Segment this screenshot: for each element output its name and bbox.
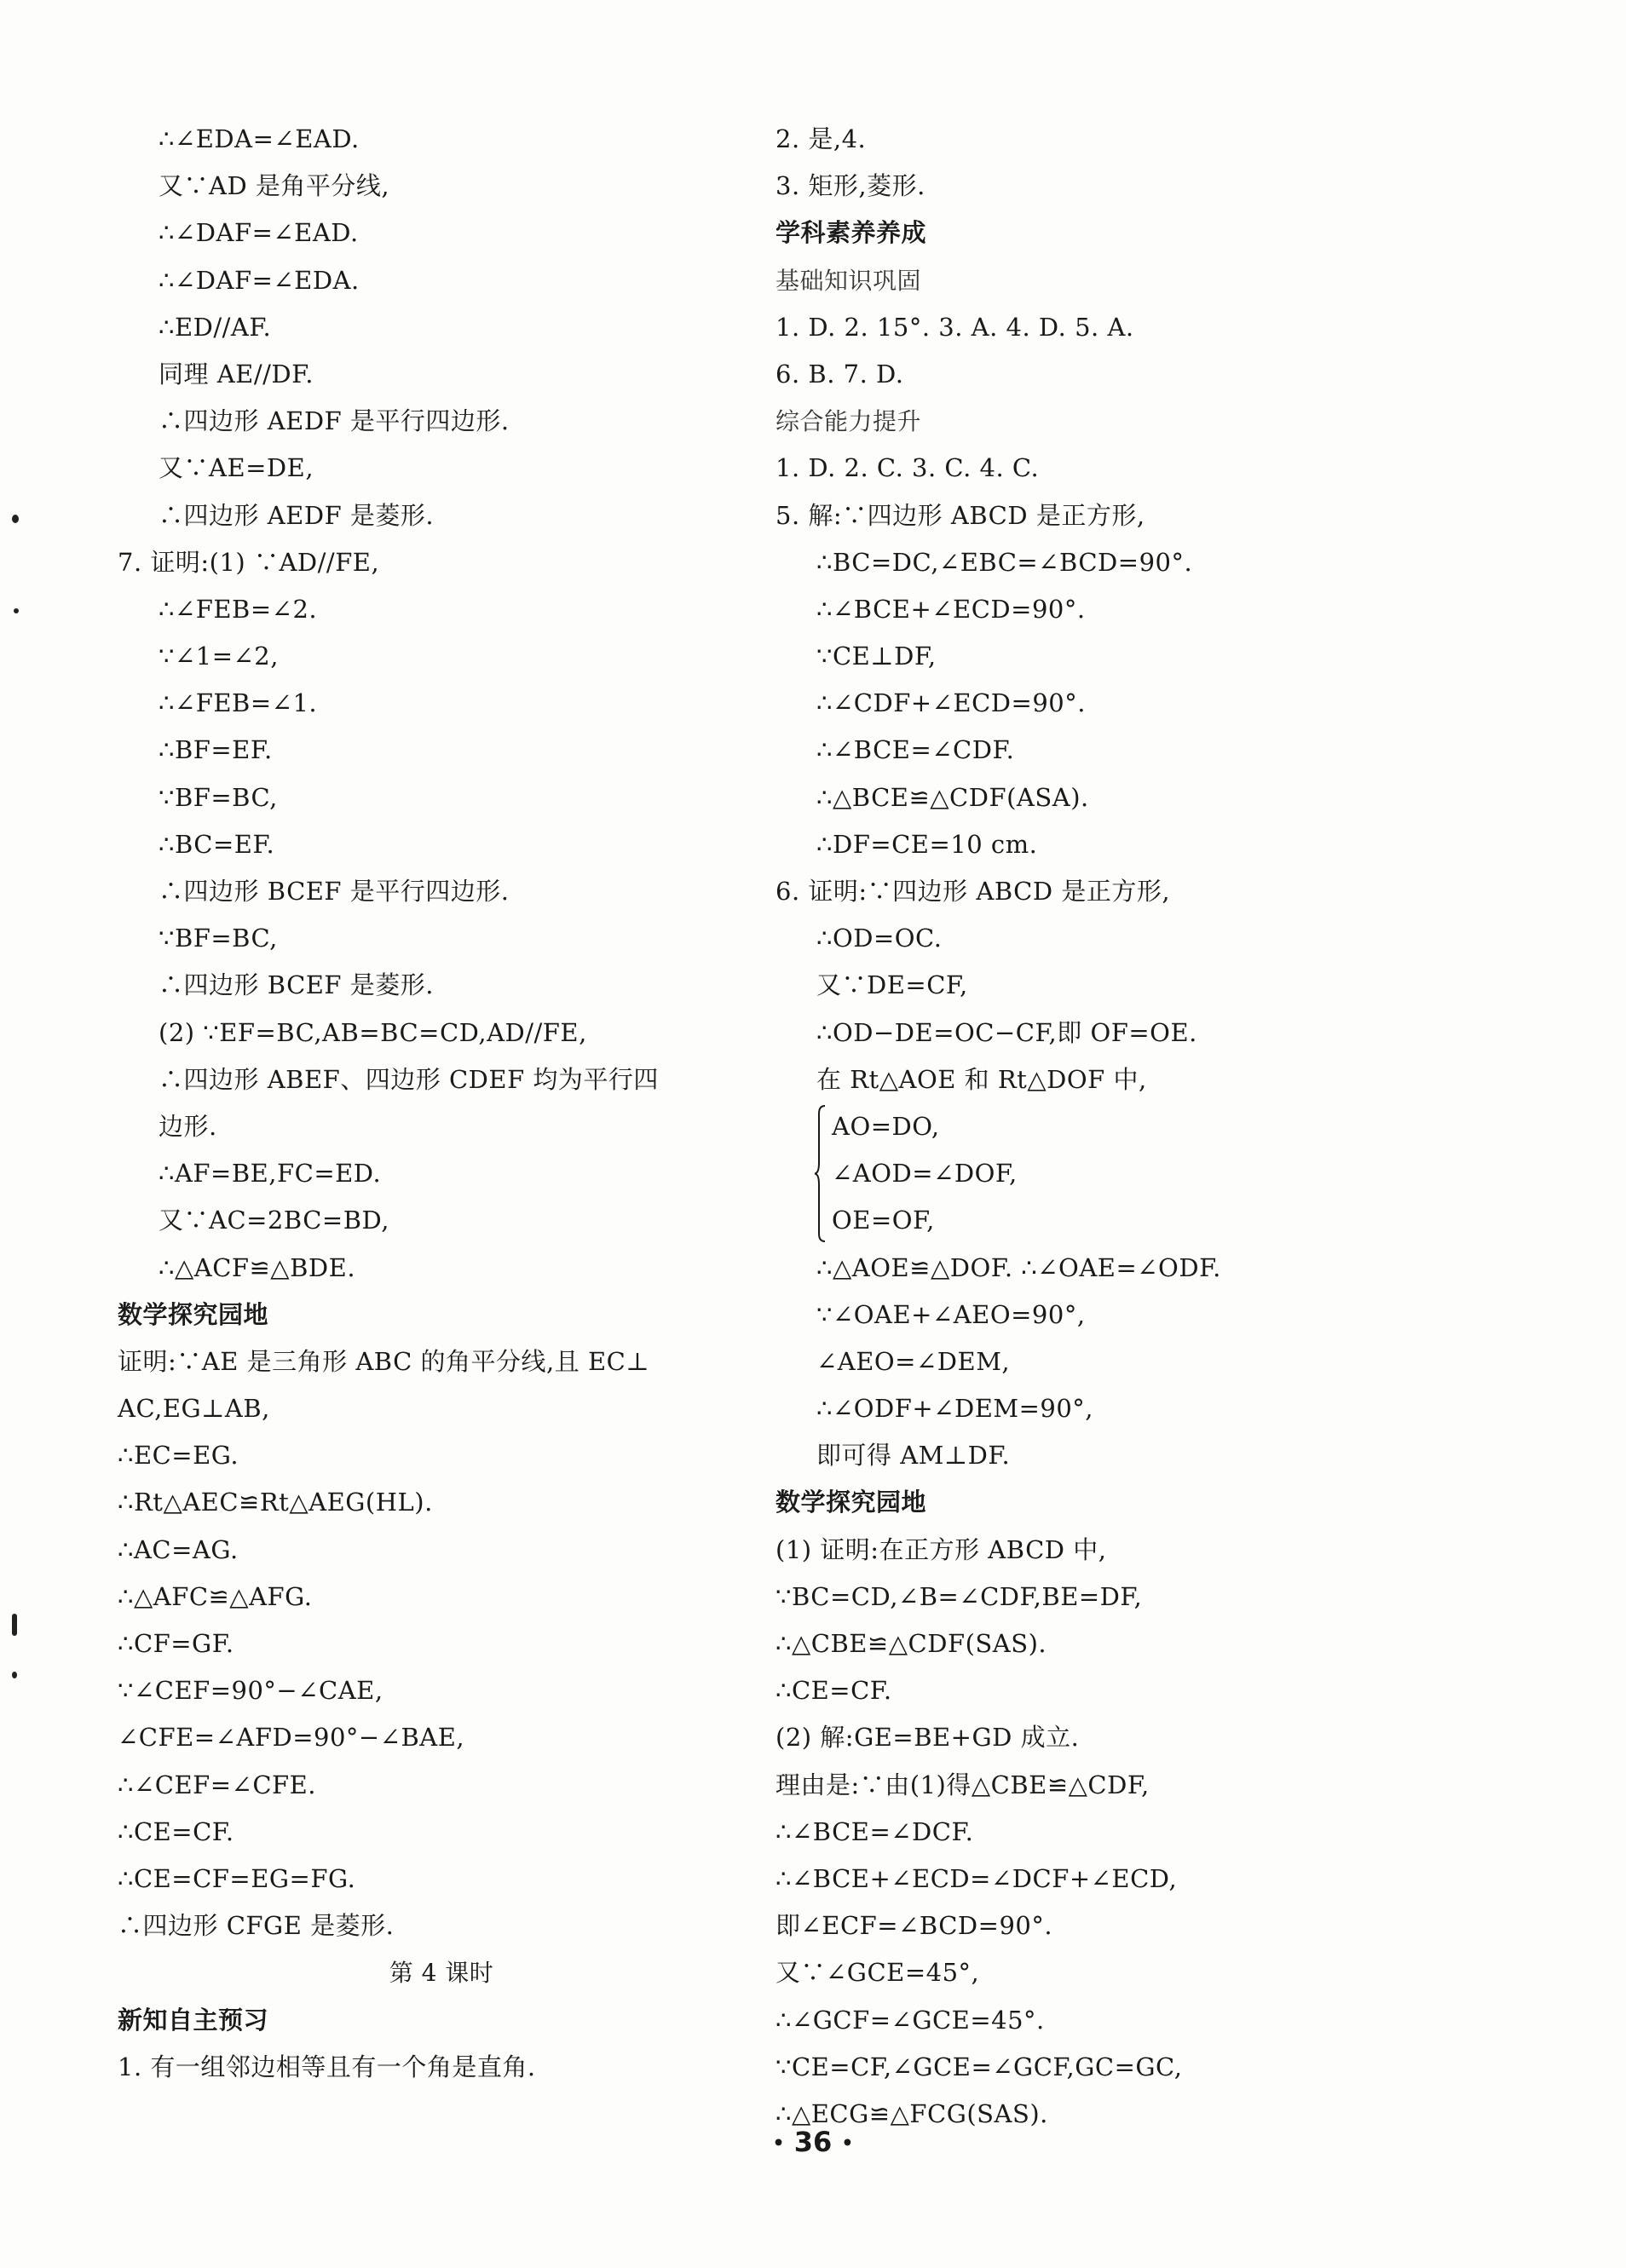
- text-line: 5. 解:∵四边形 ABCD 是正方形,: [776, 500, 1145, 530]
- text-line: 7. 证明:(1) ∵AD//FE,: [118, 547, 380, 577]
- text-line: ∴CE=CF.: [776, 1676, 892, 1706]
- text-line: ∴OD=OC.: [816, 924, 943, 953]
- text-line: (1) 证明:在正方形 ABCD 中,: [776, 1534, 1107, 1564]
- text-line: ∴BC=DC,∠EBC=∠BCD=90°.: [816, 547, 1193, 577]
- binding-dot: [12, 515, 19, 523]
- text-line: ∴∠GCF=∠GCE=45°.: [776, 2005, 1045, 2035]
- section-heading: 数学探究园地: [118, 1299, 269, 1329]
- text-line: ∴CE=CF.: [118, 1816, 234, 1846]
- text-line: ∴四边形 ABEF、四边形 CDEF 均为平行四: [159, 1064, 659, 1094]
- binding-dot: [12, 1614, 17, 1636]
- text-line: ∴四边形 AEDF 是菱形.: [159, 500, 435, 530]
- text-line: 又∵AE=DE,: [159, 453, 314, 483]
- equation-system: [776, 1103, 1423, 1245]
- text-line: 6. 证明:∵四边形 ABCD 是正方形,: [776, 877, 1171, 906]
- text-line: AC,EG⊥AB,: [118, 1394, 270, 1424]
- text-line: 证明:∵AE 是三角形 ABC 的角平分线,且 EC⊥: [118, 1346, 650, 1376]
- equation-system-lines: [776, 1103, 1423, 1245]
- text-line: 即可得 AM⊥DF.: [816, 1441, 1011, 1471]
- text-line: 2. 是,4.: [776, 124, 867, 153]
- text-line: ∴Rt△AEC≌Rt△AEG(HL).: [118, 1488, 433, 1517]
- left-column: [118, 116, 765, 2091]
- right-column: [776, 116, 1423, 2138]
- equation-line: ∠AOD=∠DOF,: [832, 1159, 1018, 1189]
- text-line: ∴EC=EG.: [118, 1441, 239, 1471]
- text-line: ∵BF=BC,: [159, 782, 278, 812]
- text-line: ∴∠CEF=∠CFE.: [118, 1770, 317, 1799]
- text-line: ∴∠BCE+∠ECD=∠DCF+∠ECD,: [776, 1863, 1178, 1893]
- text-line: ∴∠BCE=∠CDF.: [816, 735, 1015, 765]
- text-line: ∴BC=EF.: [159, 829, 275, 859]
- page-number-text: 36: [793, 2126, 833, 2158]
- text-line: 3. 矩形,菱形.: [776, 171, 925, 201]
- text-line: ∴BF=EF.: [159, 735, 273, 765]
- equation-line: OE=OF,: [832, 1206, 935, 1235]
- bullet-dot-icon: •: [772, 2133, 785, 2155]
- text-line: ∴OD−DE=OC−CF,即 OF=OE.: [816, 1017, 1197, 1047]
- text-line: 又∵∠GCE=45°,: [776, 1958, 980, 1988]
- text-line: ∴∠EDA=∠EAD.: [159, 124, 360, 153]
- text-line: ∴∠FEB=∠2.: [159, 594, 318, 624]
- section-heading: 学科素养养成: [776, 218, 927, 248]
- binding-dot: [14, 608, 19, 613]
- text-line: 在 Rt△AOE 和 Rt△DOF 中,: [816, 1064, 1147, 1094]
- text-line: ∴∠DAF=∠EAD.: [159, 218, 359, 248]
- subsection-heading: 综合能力提升: [776, 407, 922, 436]
- text-line: ∴∠CDF+∠ECD=90°.: [816, 688, 1086, 718]
- text-line: ∵BF=BC,: [159, 924, 278, 953]
- text-line: ∴△ECG≌△FCG(SAS).: [776, 2098, 1048, 2128]
- text-line: 1. 有一组邻边相等且有一个角是直角.: [118, 2052, 536, 2081]
- text-line: 又∵AC=2BC=BD,: [159, 1206, 389, 1235]
- text-line: ∵∠CEF=90°−∠CAE,: [118, 1676, 383, 1706]
- page-number: [0, 2126, 1626, 2158]
- text-line: 6. B. 7. D.: [776, 359, 904, 389]
- text-line: ∴四边形 BCEF 是平行四边形.: [159, 877, 510, 906]
- text-line: ∴∠FEB=∠1.: [159, 688, 318, 718]
- section-heading: 新知自主预习: [118, 2005, 269, 2035]
- text-line: 同理 AE//DF.: [159, 359, 314, 389]
- text-line: ∴四边形 AEDF 是平行四边形.: [159, 406, 510, 436]
- text-line: 理由是:∵由(1)得△CBE≌△CDF,: [776, 1770, 1150, 1799]
- text-line: ∴∠DAF=∠EDA.: [159, 265, 360, 295]
- text-line: 又∵AD 是角平分线,: [159, 171, 390, 201]
- text-line: ∴CE=CF=EG=FG.: [118, 1863, 356, 1893]
- left-brace-icon: [814, 1103, 826, 1244]
- text-line: ∠CFE=∠AFD=90°−∠BAE,: [118, 1723, 465, 1753]
- text-line: ∴∠BCE=∠DCF.: [776, 1816, 974, 1846]
- text-line: ∴△AFC≌△AFG.: [118, 1581, 313, 1611]
- text-line: ∴∠BCE+∠ECD=90°.: [816, 594, 1086, 624]
- text-line: ∵∠1=∠2,: [159, 642, 279, 671]
- text-line: ∵CE⊥DF,: [816, 642, 937, 671]
- text-line: ∴∠ODF+∠DEM=90°,: [816, 1394, 1094, 1424]
- text-line: ∴AC=AG.: [118, 1534, 239, 1564]
- text-line: ∴CF=GF.: [118, 1629, 234, 1658]
- text-line: ∴△CBE≌△CDF(SAS).: [776, 1629, 1047, 1658]
- text-line: ∴四边形 CFGE 是菱形.: [118, 1911, 395, 1941]
- text-line: (2) ∵EF=BC,AB=BC=CD,AD//FE,: [159, 1017, 587, 1047]
- right-column-top: [776, 116, 1423, 1103]
- text-line: ∴△BCE≌△CDF(ASA).: [816, 782, 1089, 812]
- section-heading: 数学探究园地: [776, 1488, 927, 1517]
- binding-dot: [12, 1672, 17, 1678]
- text-line: ∵CE=CF,∠GCE=∠GCF,GC=GC,: [776, 2052, 1183, 2081]
- text-line: ∵BC=CD,∠B=∠CDF,BE=DF,: [776, 1581, 1143, 1611]
- text-line: ∴DF=CE=10 cm.: [816, 829, 1038, 859]
- text-line: (2) 解:GE=BE+GD 成立.: [776, 1723, 1080, 1753]
- text-line: ∴AF=BE,FC=ED.: [159, 1159, 382, 1189]
- text-line: 又∵DE=CF,: [816, 970, 968, 1000]
- right-column-bottom: [776, 1245, 1423, 2138]
- equation-line: AO=DO,: [832, 1111, 940, 1141]
- text-line: ∠AEO=∠DEM,: [816, 1346, 1011, 1376]
- text-line: 1. D. 2. C. 3. C. 4. C.: [776, 453, 1040, 483]
- subsection-heading: 基础知识巩固: [776, 266, 922, 295]
- text-line: ∴ED//AF.: [159, 312, 272, 342]
- text-line: ∴四边形 BCEF 是菱形.: [159, 970, 434, 1000]
- text-line: 1. D. 2. 15°. 3. A. 4. D. 5. A.: [776, 312, 1134, 342]
- text-line: ∵∠OAE+∠AEO=90°,: [816, 1299, 1086, 1329]
- text-line: ∴△AOE≌△DOF. ∴∠OAE=∠ODF.: [816, 1252, 1221, 1282]
- text-line: 边形.: [159, 1111, 217, 1141]
- bullet-dot-icon: •: [841, 2133, 854, 2155]
- text-line: 即∠ECF=∠BCD=90°.: [776, 1911, 1053, 1941]
- text-line: ∴△ACF≌△BDE.: [159, 1252, 356, 1282]
- lesson-title: 第 4 课时: [389, 1959, 494, 1988]
